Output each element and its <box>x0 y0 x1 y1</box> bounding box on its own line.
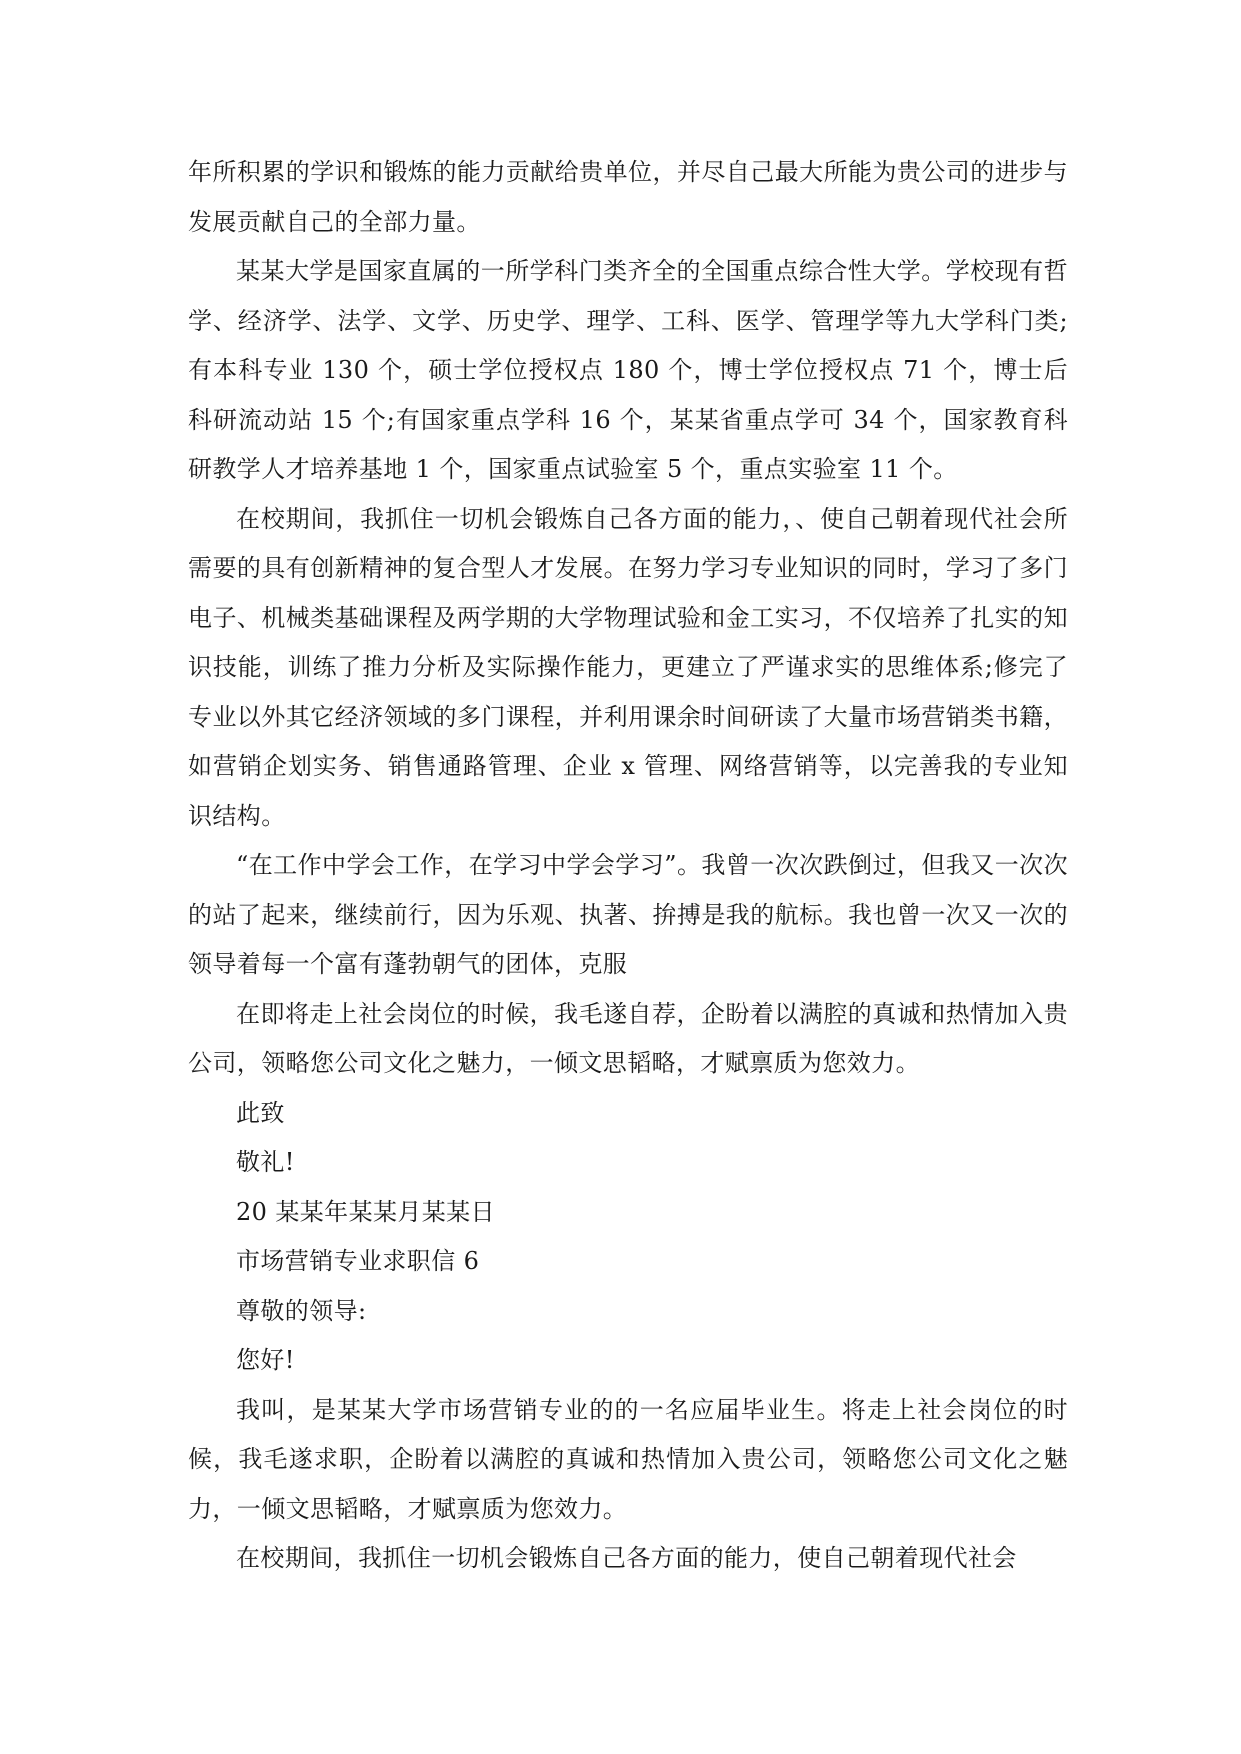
paragraph-1: 年所积累的学识和锻炼的能力贡献给贵单位，并尽自己最大所能为贵公司的进步与发展贡献自己的全部力量。 <box>188 158 1068 236</box>
paragraph-4: “在工作中学会工作，在学习中学会学习”。我曾一次次跌倒过，但我又一次次的站了起来，继续前行，因为乐观、执著、拚搏是我的航标。我也曾一次又一次的领导着每一个富有蓬勃朝气的团体，克服 <box>188 851 1068 978</box>
paragraph-2: 某某大学是国家直属的一所学科门类齐全的全国重点综合性大学。学校现有哲学、经济学、法学、文学、历史学、理学、工科、医学、管理学等九大学科门类;有本科专业 130 个，硕士学位授权点 180 个，博士学位授权点 71 个，博士后科研流动站 15 个;有国家重点学科 16 个，某某省重点学可 34 个，国家教育科研教学人才培养基地 1 个，国家重点试验室 5 个，重点实验室 11 个。 <box>188 257 1068 483</box>
section-heading: 市场营销专业求职信 6 <box>236 1247 480 1275</box>
closing-regards: 敬礼! <box>236 1148 295 1176</box>
letter-date: 20 某某年某某月某某日 <box>236 1197 495 1226</box>
letter-addressee: 尊敬的领导: <box>236 1296 367 1325</box>
paragraph-6: 我叫，是某某大学市场营销专业的的一名应届毕业生。将走上社会岗位的时候，我毛遂求职，企盼着以满腔的真诚和热情加入贵公司，领略您公司文化之魅力，一倾文思韬略，才赋禀质为您效力。 <box>188 1395 1068 1523</box>
paragraph-3: 在校期间，我抓住一切机会锻炼自己各方面的能力，、使自己朝着现代社会所需要的具有创新精神的复合型人才发展。在努力学习专业知识的同时，学习了多门电子、机械类基础课程及两学期的大学物理试验和金工实习，不仅培养了扎实的知识技能，训练了推力分析及实际操作能力，更建立了严谨求实的思维体系;修完了专业以外其它经济领域的多门课程，并利用课余时间研读了大量市场营销类书籍，如营销企划实务、销售通路管理、企业 x 管理、网络营销等，以完善我的专业知识结构。 <box>188 504 1068 830</box>
paragraph-7: 在校期间，我抓住一切机会锻炼自己各方面的能力，使自己朝着现代社会 <box>236 1544 1017 1572</box>
document-body <box>188 148 1068 1584</box>
closing-salutation: 此致 <box>236 1098 285 1127</box>
letter-greeting: 您好! <box>236 1346 295 1374</box>
paragraph-5: 在即将走上社会岗位的时候，我毛遂自荐，企盼着以满腔的真诚和热情加入贵公司，领略您公司文化之魅力，一倾文思韬略，才赋禀质为您效力。 <box>188 999 1068 1077</box>
